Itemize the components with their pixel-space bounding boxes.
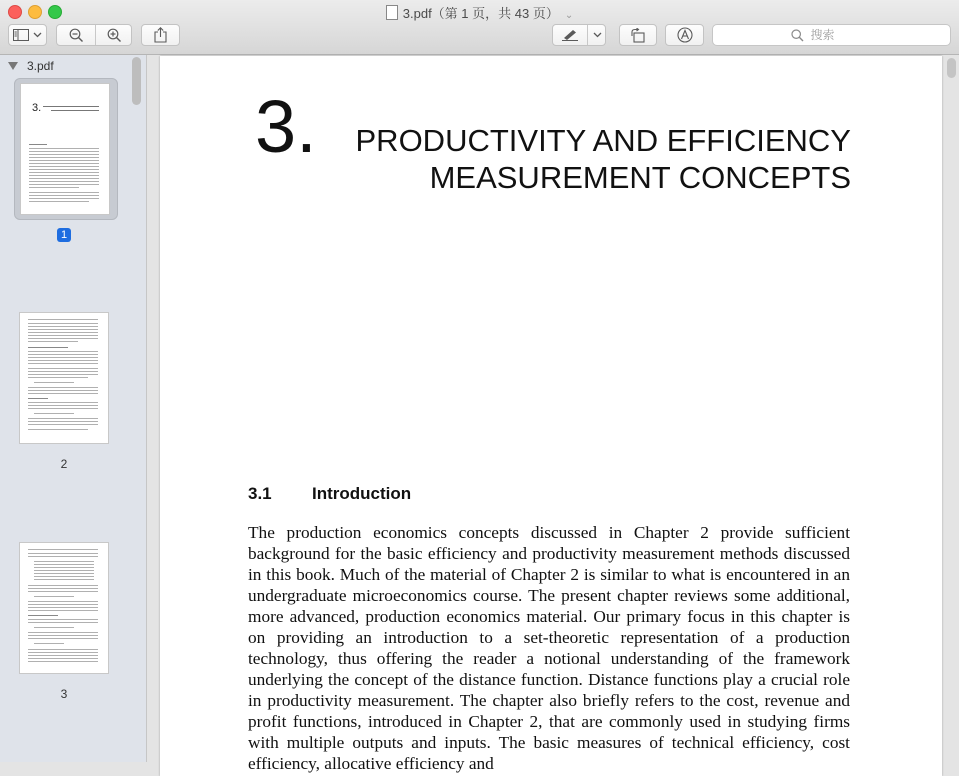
page-number-label: 1 — [0, 227, 137, 241]
sidebar-icon — [13, 29, 29, 41]
share-button[interactable] — [141, 24, 180, 46]
annotate-button[interactable] — [665, 24, 704, 46]
thumbnail-sidebar — [0, 55, 147, 762]
page-thumbnail-image — [20, 313, 108, 443]
search-icon — [791, 29, 804, 42]
markup-control — [552, 24, 606, 46]
page-thumbnail-3[interactable] — [14, 538, 116, 678]
annotate-icon — [677, 27, 693, 43]
page-thumbnail-2[interactable] — [14, 308, 116, 448]
zoom-control — [56, 24, 132, 46]
document-viewer[interactable] — [147, 55, 959, 773]
highlight-button[interactable] — [553, 25, 587, 45]
thumbnail-chapter-mark: 3. — [32, 102, 42, 114]
chevron-down-icon — [33, 32, 42, 38]
sidebar-view-button[interactable] — [8, 24, 47, 46]
share-icon — [154, 27, 167, 43]
disclosure-triangle-icon[interactable] — [8, 62, 18, 70]
search-input[interactable] — [809, 27, 873, 43]
markup-options-button[interactable] — [587, 25, 607, 45]
body-paragraph: The production economics concepts discussed in Chapter 2 provide sufficient background for the basic efficiency and productivity measurement methods discussed in this book. Much of the material of Chapter 2 is similar to what is encountered in an undergraduate microeconomics course. The present chapter reviews some additional, more advanced, production economics material. Our primary focus in this chapter is on providing an introduction to a set-theoretic representation of a production technology, thus offering the reader a notional understanding of the framework underlying the concept of the distance function. Distance functions play a crucial role in productivity measurement. The chapter also briefly refers to the cost, revenue and profit functions, introduced in Chapter 2, that are commonly used in studying firms with multiple outputs and inputs. The basic measures of technical efficiency, cost efficiency, allocative efficiency and — [248, 523, 850, 773]
zoom-out-button[interactable] — [57, 25, 95, 45]
chevron-down-icon — [593, 32, 602, 38]
markup-pen-icon — [561, 29, 579, 41]
chevron-down-icon: ⌄ — [564, 10, 574, 21]
rotate-icon — [630, 28, 646, 43]
window-title: 3.pdf（第 1 页，共 43 页） — [402, 6, 559, 21]
window-title-area[interactable] — [0, 3, 959, 22]
search-field[interactable] — [712, 24, 951, 46]
zoom-in-button[interactable] — [95, 25, 133, 45]
sidebar-file-header[interactable] — [8, 59, 54, 73]
chapter-number: 3. — [255, 85, 317, 168]
zoom-in-icon — [107, 28, 122, 43]
page-number-label: 3 — [60, 687, 68, 701]
page-thumbnail-image — [21, 84, 109, 214]
section-title: Introduction — [312, 484, 412, 503]
window-toolbar — [0, 0, 959, 55]
zoom-out-icon — [69, 28, 84, 43]
section-number: 3.1 — [248, 484, 272, 503]
chapter-title-line-2: MEASUREMENT CONCEPTS — [429, 160, 851, 195]
rotate-button[interactable] — [619, 24, 657, 46]
chapter-title-line-1: PRODUCTIVITY AND EFFICIENCY — [355, 123, 851, 158]
pdf-document-icon — [386, 5, 398, 20]
pdf-page — [160, 56, 942, 776]
sidebar-file-name: 3.pdf — [27, 59, 54, 73]
page-number-label: 2 — [60, 457, 68, 471]
chapter-title — [356, 122, 852, 196]
document-scrollbar[interactable] — [947, 58, 956, 78]
page-thumbnail-image — [20, 543, 108, 673]
sidebar-scrollbar[interactable] — [132, 57, 141, 105]
page-thumbnail-1[interactable] — [14, 78, 118, 220]
